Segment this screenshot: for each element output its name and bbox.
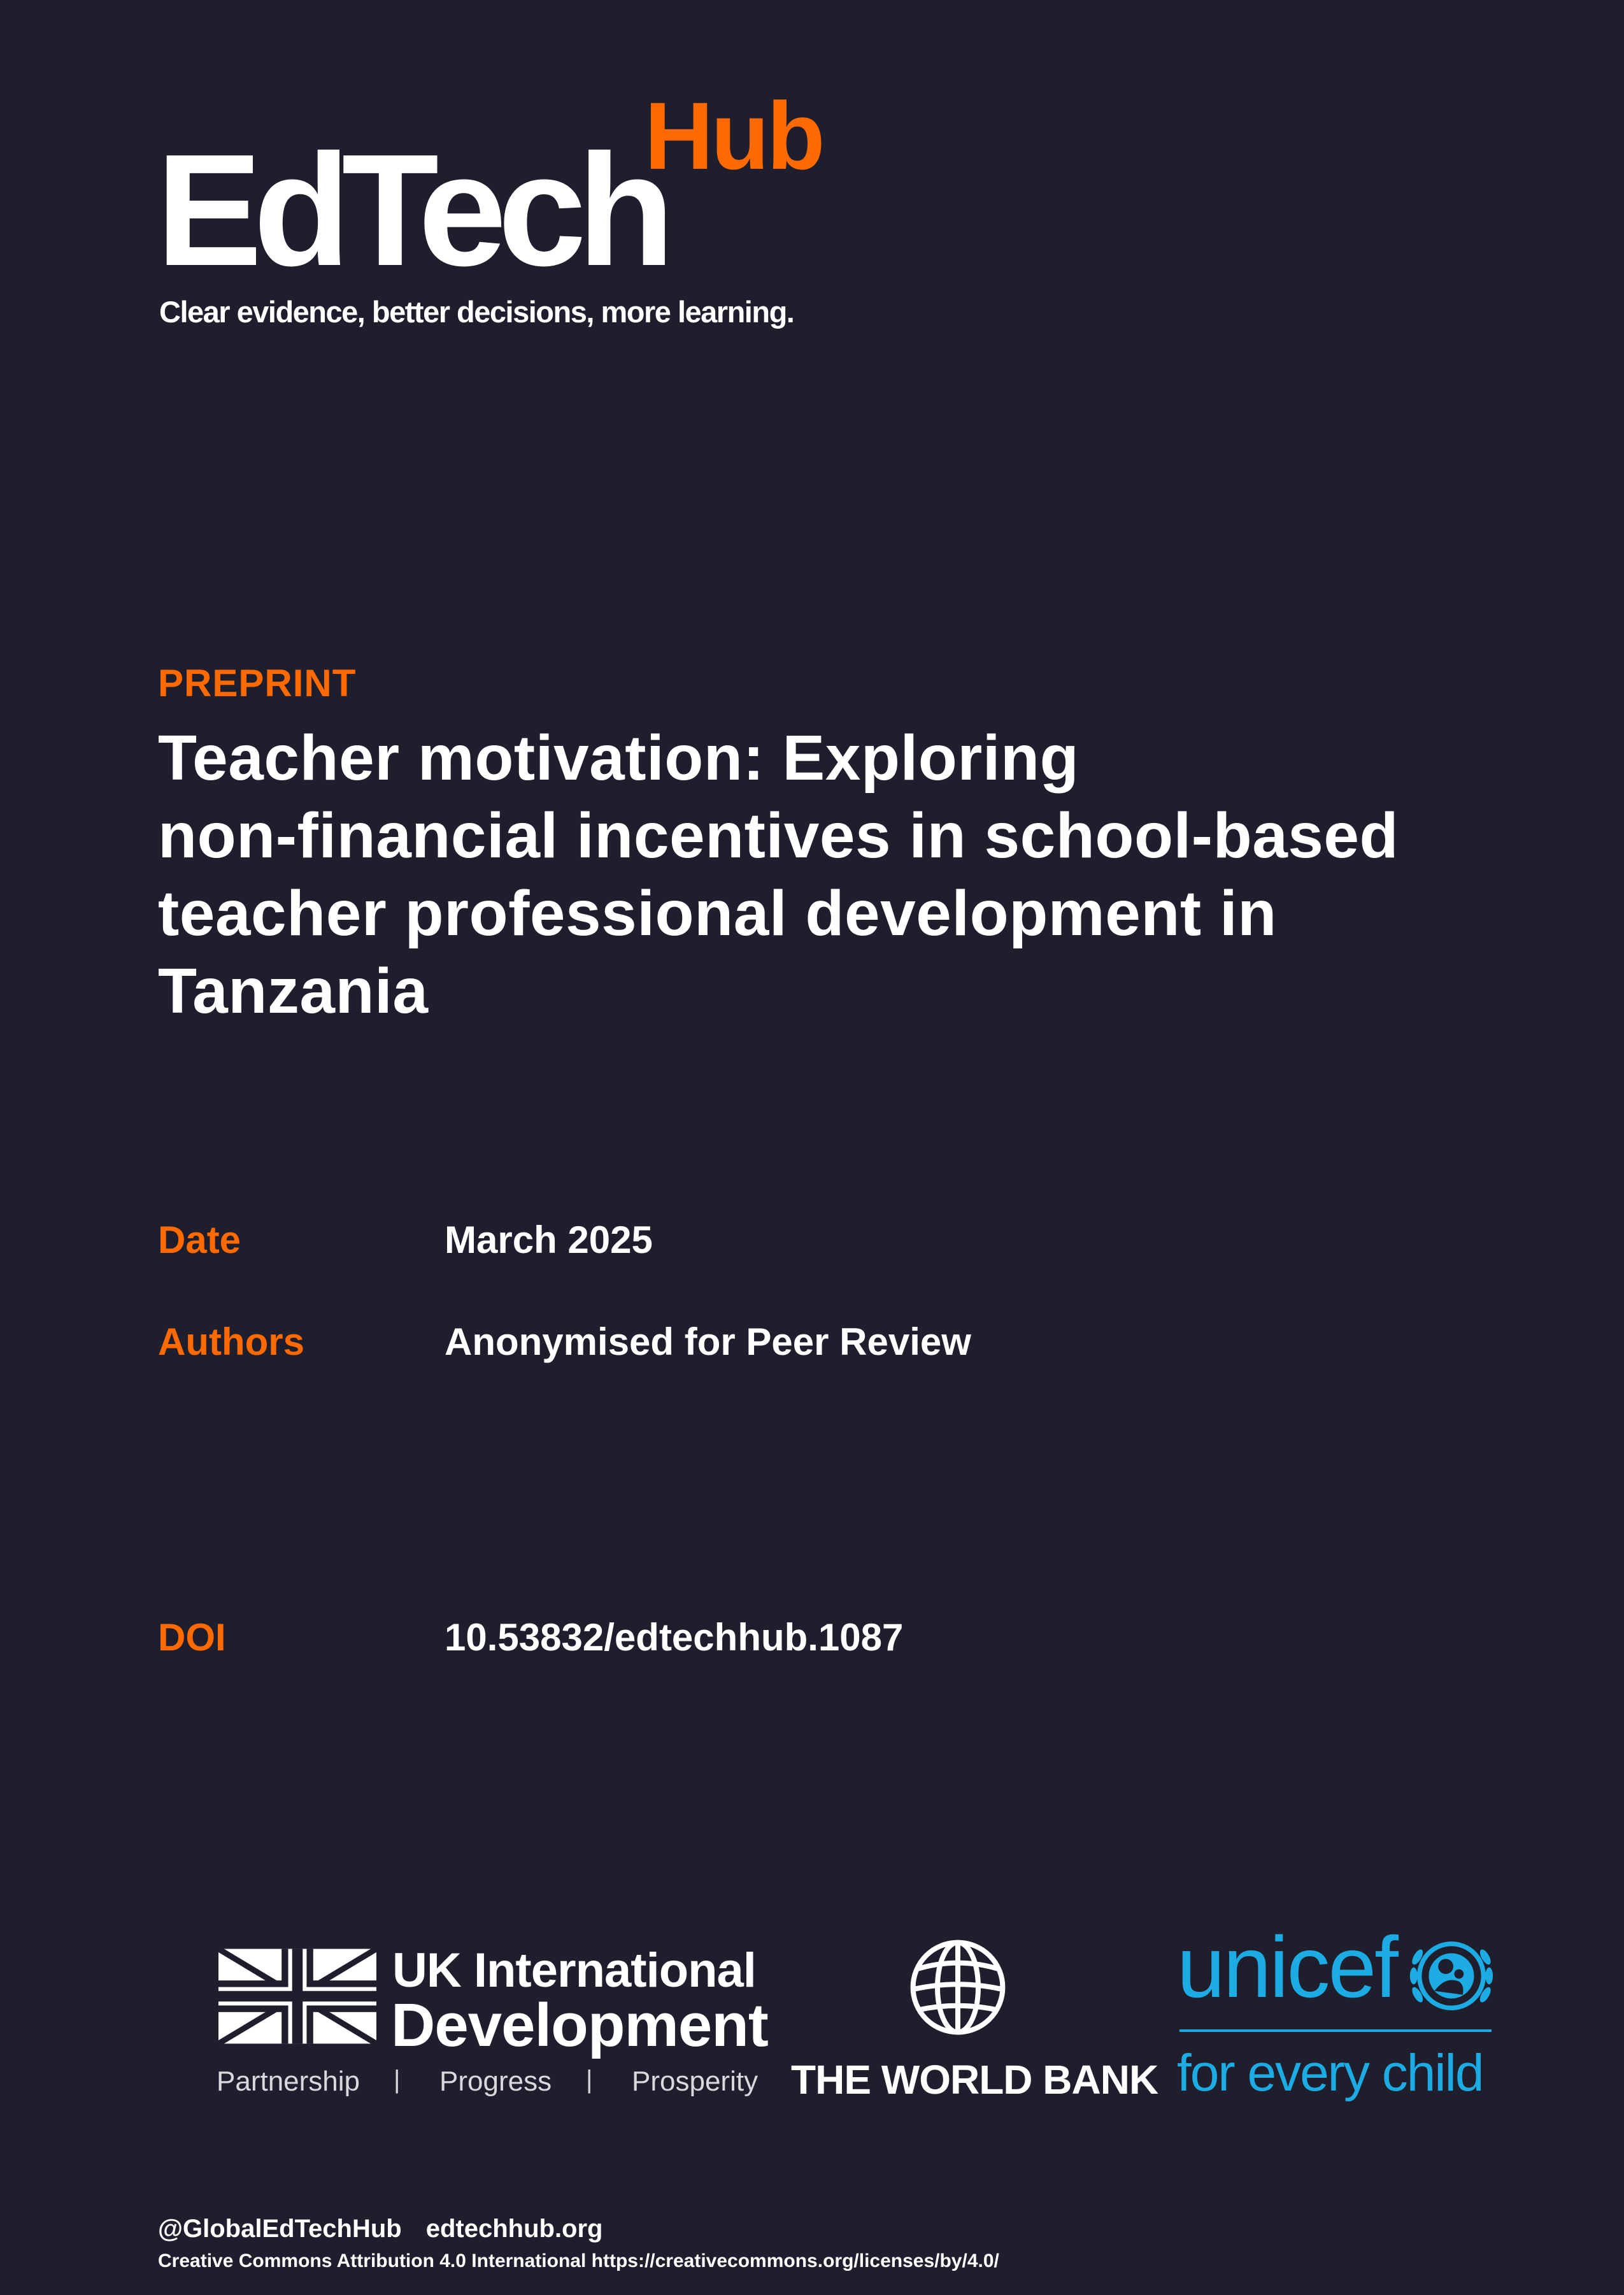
title-line-2: non-financial incentives in school-based xyxy=(158,800,1399,871)
logo-tagline: Clear evidence, better decisions, more learning. xyxy=(159,295,794,329)
uk-sub-partnership: Partnership xyxy=(217,2066,360,2097)
uk-sub-separator: | xyxy=(394,2066,401,2094)
uk-sub-separator: | xyxy=(586,2066,593,2094)
uk-sub-prosperity: Prosperity xyxy=(632,2066,759,2097)
edtech-logo-hub: Hub xyxy=(645,82,823,189)
twitter-handle-link[interactable]: @GlobalEdTechHub xyxy=(158,2215,402,2243)
authors-label: Authors xyxy=(158,1320,304,1363)
document-type-label: PREPRINT xyxy=(158,662,357,704)
uk-line-2: Development xyxy=(391,1991,768,2059)
uk-line-1: UK International xyxy=(392,1943,756,1998)
authors-value: Anonymised for Peer Review xyxy=(445,1320,971,1363)
globe-icon xyxy=(907,1936,1009,2038)
unicef-divider xyxy=(1179,2029,1492,2032)
unicef-emblem-icon xyxy=(1404,1929,1499,2023)
title-line-3: teacher professional development in xyxy=(158,878,1277,949)
license-text: Creative Commons Attribution 4.0 International https://creativecommons.org/licenses/by/4.0/ xyxy=(158,2250,999,2271)
website-link[interactable]: edtechhub.org xyxy=(425,2215,603,2243)
title-line-4: Tanzania xyxy=(158,955,429,1027)
doi-label: DOI xyxy=(158,1616,226,1659)
footer-links xyxy=(158,2215,603,2243)
unicef-tagline: for every child xyxy=(1177,2044,1483,2102)
doi-value[interactable]: 10.53832/edtechhub.1087 xyxy=(445,1616,904,1659)
title-line-1: Teacher motivation: Exploring xyxy=(158,722,1079,794)
union-jack-icon xyxy=(218,1948,376,2045)
uk-sub-progress: Progress xyxy=(439,2066,552,2097)
world-bank-text: THE WORLD BANK xyxy=(791,2057,1158,2103)
edtech-logo-text: EdTech xyxy=(156,121,666,299)
unicef-wordmark: unicef xyxy=(1177,1919,1397,2015)
date-label: Date xyxy=(158,1219,241,1261)
date-value: March 2025 xyxy=(445,1219,653,1261)
